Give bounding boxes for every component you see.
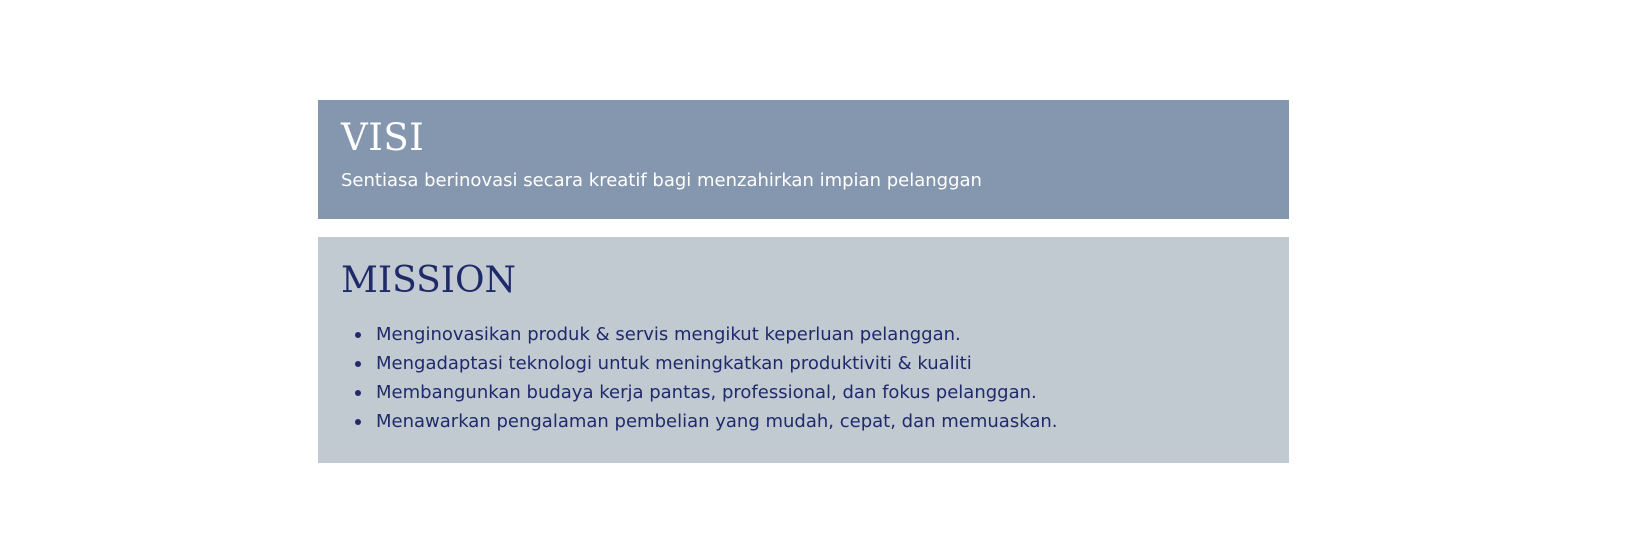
mission-item-text: Menawarkan pengalaman pembelian yang mudah, cepat, dan memuaskan. bbox=[376, 411, 1058, 432]
bullet-icon bbox=[355, 361, 361, 367]
mission-list-item bbox=[341, 378, 1057, 407]
mission-list-item bbox=[341, 407, 1057, 436]
mission-list-item bbox=[341, 349, 1057, 378]
visi-section bbox=[318, 100, 1289, 219]
bullet-icon bbox=[355, 390, 361, 396]
bullet-icon bbox=[355, 419, 361, 425]
visi-statement: Sentiasa berinovasi secara kreatif bagi menzahirkan impian pelanggan bbox=[341, 170, 982, 191]
mission-section bbox=[318, 237, 1289, 463]
mission-list bbox=[341, 320, 1057, 436]
mission-item-text: Membangunkan budaya kerja pantas, professional, dan fokus pelanggan. bbox=[376, 382, 1037, 403]
visi-title: VISI bbox=[341, 116, 425, 159]
mission-item-text: Menginovasikan produk & servis mengikut keperluan pelanggan. bbox=[376, 324, 961, 345]
mission-title: MISSION bbox=[341, 260, 517, 301]
mission-item-text: Mengadaptasi teknologi untuk meningkatkan produktiviti & kualiti bbox=[376, 353, 972, 374]
mission-list-item bbox=[341, 320, 1057, 349]
bullet-icon bbox=[355, 332, 361, 338]
